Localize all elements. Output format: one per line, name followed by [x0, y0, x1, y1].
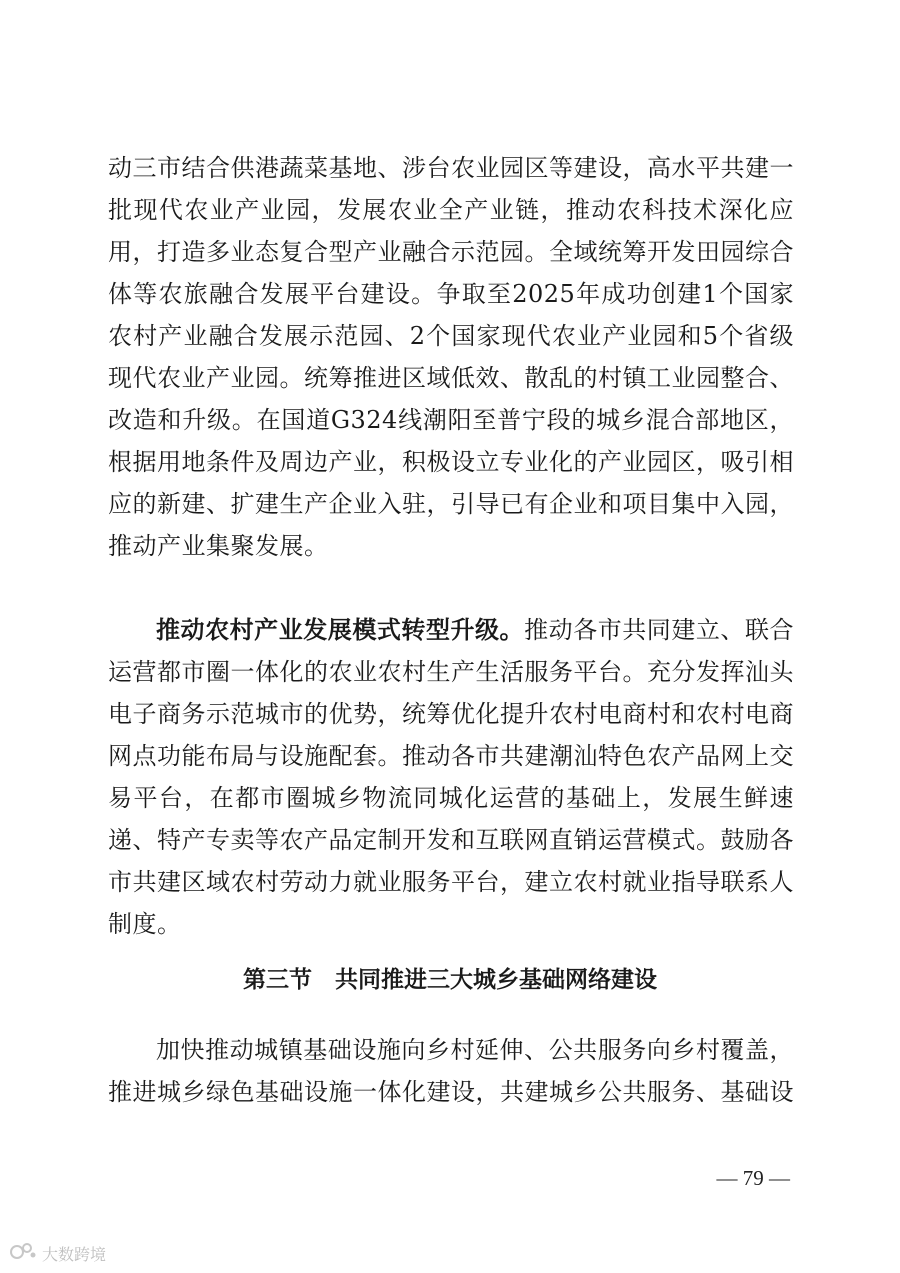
body-paragraph-3	[108, 1029, 794, 1113]
paragraph-text: 加快推动城镇基础设施向乡村延伸、公共服务向乡村覆盖，推进城乡绿色基础设施一体化建设，共建城乡公共服务、基础设	[108, 1036, 794, 1106]
watermark	[8, 1240, 106, 1266]
page-number: — 79 —	[716, 1166, 790, 1190]
paragraph-lead-heading: 推动农村产业发展模式转型升级。	[156, 616, 525, 644]
section-heading: 第三节 共同推进三大城乡基础网络建设	[243, 967, 657, 993]
logo-icon	[8, 1240, 38, 1266]
body-paragraph-2	[108, 609, 794, 945]
body-paragraph-1	[108, 147, 794, 567]
watermark-text: 大数跨境	[42, 1244, 107, 1264]
paragraph-text: 推动各市共同建立、联合运营都市圈一体化的农业农村生产生活服务平台。充分发挥汕头电子商务示范城市的优势，统筹优化提升农村电商村和农村电商网点功能布局与设施配套。推动各市共建潮汕特色农产品网上交易平台，在都市圈城乡物流同城化运营的基础上，发展生鲜速递、特产专卖等农产品定制开发和互联网直销运营模式。鼓励各市共建区域农村劳动力就业服务平台，建立农村就业指导联系人制度。	[108, 616, 795, 938]
paragraph-text: 动三市结合供港蔬菜基地、涉台农业园区等建设，高水平共建一批现代农业产业园，发展农业全产业链，推动农科技术深化应用，打造多业态复合型产业融合示范园。全域统筹开发田园综合体等农旅融合发展平台建设。争取至2025年成功创建1个国家农村产业融合发展示范园、2个国家现代农业产业园和5个省级现代农业产业园。统筹推进区域低效、散乱的村镇工业园整合、改造和升级。在国道G324线潮阳至普宁段的城乡混合部地区，根据用地条件及周边产业，积极设立专业化的产业园区，吸引相应的新建、扩建生产企业入驻，引导已有企业和项目集中入园，推动产业集聚发展。	[108, 154, 794, 560]
